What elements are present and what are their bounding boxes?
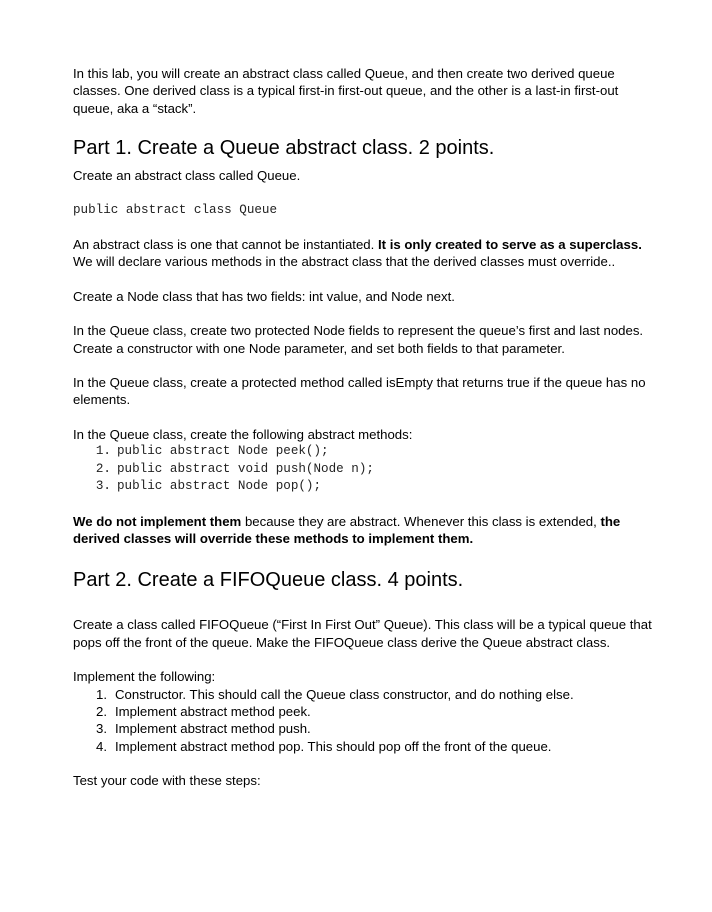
list-text: Implement abstract method pop. This should pop off the front of the queue. — [115, 738, 552, 754]
bold-text: We do not implement them — [73, 513, 242, 529]
list-item — [73, 686, 653, 703]
list-number: 3. — [95, 479, 111, 494]
list-text: public abstract Node peek(); — [117, 444, 329, 459]
list-text: Implement abstract method push. — [115, 721, 311, 737]
part1-heading: Part 1. Create a Queue abstract class. 2 points. — [73, 137, 495, 160]
code-snippet: public abstract class Queue — [73, 202, 278, 217]
part1-paragraph-1: Create an abstract class called Queue. — [73, 168, 301, 184]
part1-paragraph-2 — [73, 236, 653, 271]
part1-paragraph-4: In the Queue class, create two protected Node fields to represent the queue’s first and last nodes. Create a constructor with one Node parameter, and set both fields to that parameter. — [73, 323, 644, 356]
implementation-steps-list — [73, 686, 653, 756]
bold-text: It is only created to serve as a superclass. — [377, 237, 642, 253]
list-item — [73, 738, 653, 755]
abstract-methods-list — [73, 443, 653, 495]
part2-paragraph-1: Create a class called FIFOQueue (“First In First Out” Queue). This class will be a typical queue that pops off the front of the queue. Make the FIFOQueue class derive the Queue abstract class. — [73, 617, 652, 650]
list-number: 2. — [96, 703, 107, 719]
list-number: 1. — [96, 686, 107, 702]
list-item — [73, 703, 653, 720]
bold-text: the derived classes will override these methods to implement them. — [73, 513, 621, 546]
list-text: Implement abstract method peek. — [115, 703, 311, 719]
list-item — [73, 720, 653, 737]
part1-paragraph-7 — [73, 513, 653, 548]
text-run: We will declare various methods in the abstract class that the derived classes must override.. — [73, 254, 616, 270]
part2-paragraph-2: Implement the following: — [73, 669, 216, 685]
list-number: 4. — [96, 738, 107, 754]
text-run: because they are abstract. Whenever this class is extended, — [241, 513, 601, 529]
part2-heading: Part 2. Create a FIFOQueue class. 4 points. — [73, 569, 464, 592]
list-item — [73, 478, 653, 495]
list-number: 3. — [96, 721, 107, 737]
part2-paragraph-3: Test your code with these steps: — [73, 773, 261, 789]
list-number: 1. — [95, 444, 111, 459]
part1-paragraph-3: Create a Node class that has two fields: int value, and Node next. — [73, 288, 455, 304]
document-page — [73, 65, 653, 790]
list-number: 2. — [95, 461, 111, 476]
intro-paragraph: In this lab, you will create an abstract class called Queue, and then create two derived queue classes. One derived class is a typical first-in first-out queue, and the other is a last-in first-out queue, aka a “stack”. — [73, 66, 619, 116]
part1-paragraph-5: In the Queue class, create a protected method called isEmpty that returns true if the queue has no elements. — [73, 375, 646, 408]
list-text: public abstract void push(Node n); — [117, 461, 374, 476]
part1-paragraph-6: In the Queue class, create the following abstract methods: — [73, 426, 413, 442]
list-item — [73, 461, 653, 478]
list-text: Constructor. This should call the Queue class constructor, and do nothing else. — [115, 686, 574, 702]
list-text: public abstract Node pop(); — [117, 479, 322, 494]
list-item — [73, 443, 653, 460]
text-run: An abstract class is one that cannot be instantiated. — [73, 237, 378, 253]
